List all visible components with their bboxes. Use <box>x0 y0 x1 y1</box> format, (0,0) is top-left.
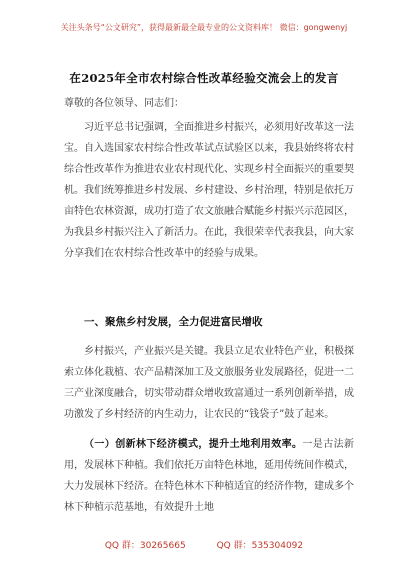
promo-banner: 关注头条号“公文研究”，获得最新最全最专业的公文资料库！ 微信：gongwenyj <box>60 23 348 32</box>
document-title: 在2025年全市农村综合性改革经验交流会上的发言 <box>69 71 339 85</box>
section-heading-1: 一、聚焦乡村发展，全力促进富民增收 <box>84 316 263 328</box>
footer-qq-group-2: QQ 群：535304092 <box>216 541 304 551</box>
section-1-paragraph: 乡村振兴，产业振兴是关键。我县立足农业特色产业，积极探索立体化栽植、农产品精深加工及文旅服务业发展路径，促进一二三产业深度融合，切实带动群众增收致富通过一系列创新举措，成功激发了乡村经济的内生动力，让农民的“钱袋子”鼓了起来。 <box>64 346 354 420</box>
subsection-1-heading: （一）创新林下经济模式，提升土地利用效率。 <box>84 439 303 450</box>
footer-contacts <box>0 538 408 551</box>
subsection-1-text: 一是古法新用，发展林下种植。我们依托万亩特色林地，延用传统间作模式，大力发展林下经济。在特色林木下种植适宜的经济作物，建成多个林下种植示范基地，有效提升土地 <box>64 439 355 513</box>
intro-paragraph: 习近平总书记强调，全面推进乡村振兴，必须用好改革这一法宝。自入选国家农村综合性改革试点试验区以来，我县始终将农村综合性改革作为推进农业农村现代化、实现乡村全面振兴的重要契机。我们统筹推进乡村发展、乡村建设、乡村治理，特别是依托万亩特色农林资源，成功打造了农文旅融合赋能乡村振兴示范园区，为我县乡村振兴注入了新活力。在此，我很荣幸代表我县，向大家分享我们在农村综合性改革中的经验与成果。 <box>64 122 354 259</box>
footer-qq-group-1: QQ 群：30265665 <box>104 541 186 551</box>
salutation: 尊敬的各位领导、同志们： <box>64 98 184 109</box>
subsection-1-paragraph <box>64 434 354 518</box>
